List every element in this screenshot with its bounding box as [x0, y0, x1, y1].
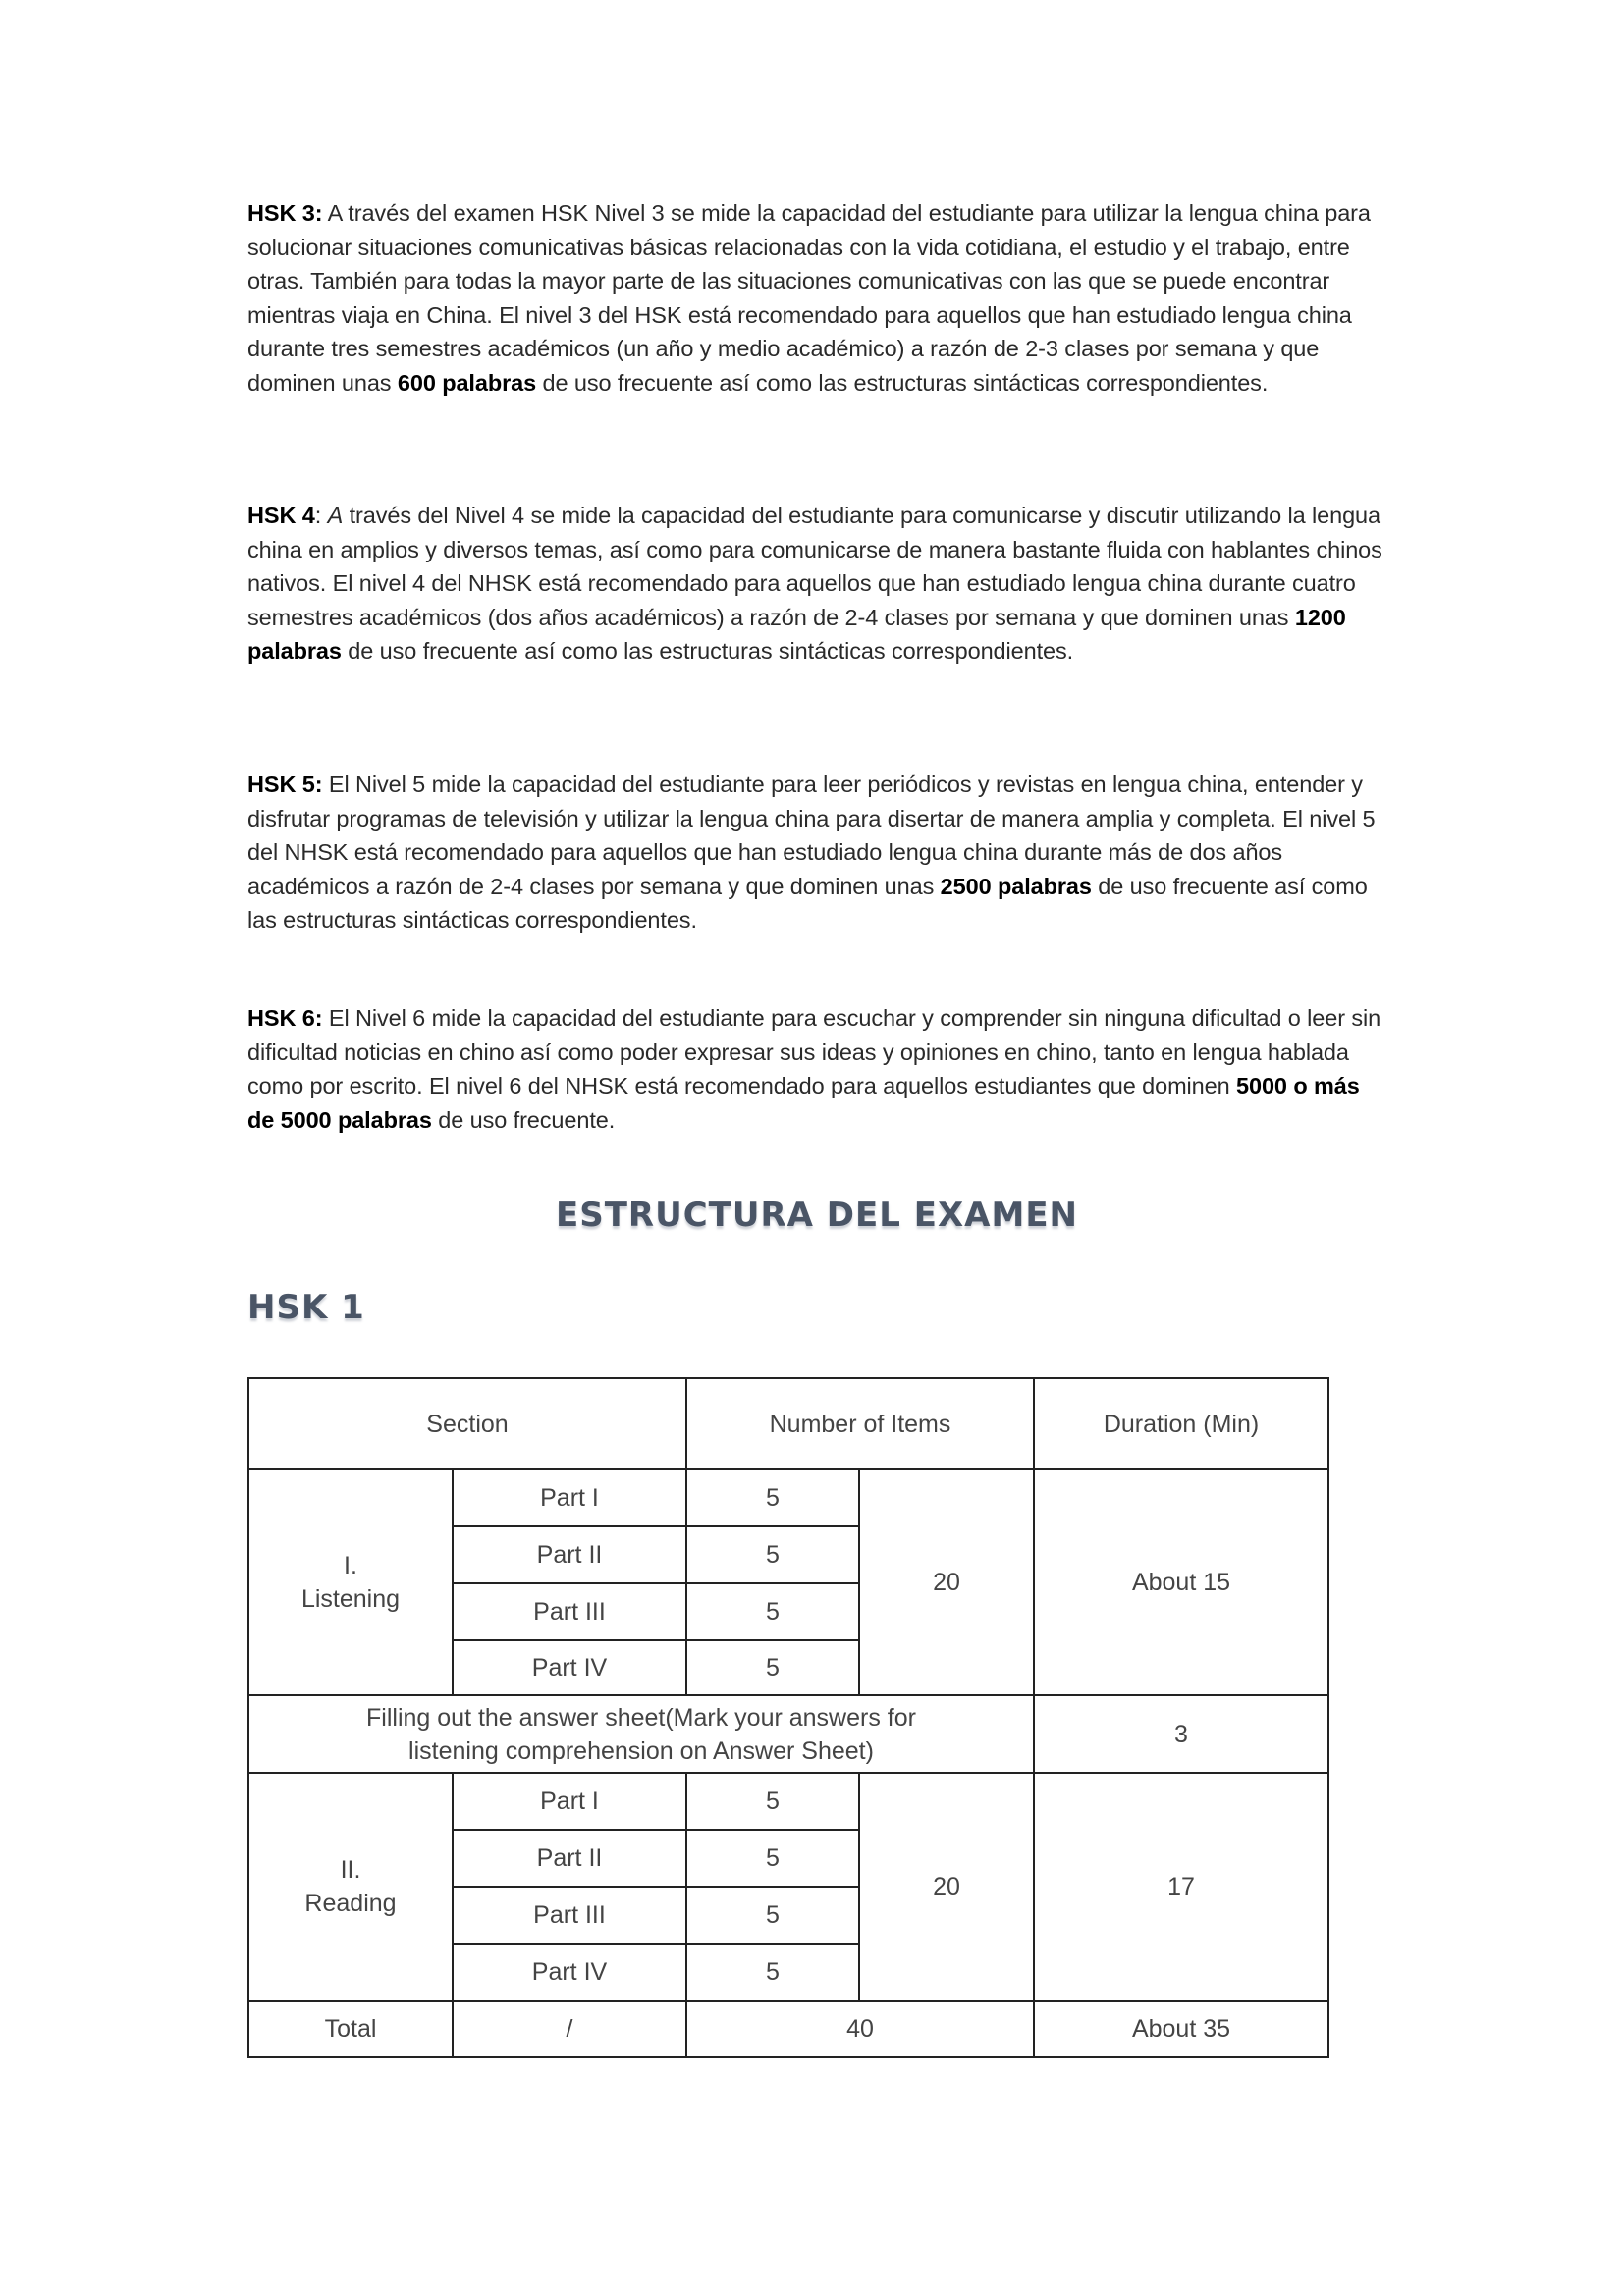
part-items: 5: [686, 1526, 859, 1583]
paragraph-label: HSK 5:: [247, 772, 323, 797]
total-items: 40: [686, 2001, 1034, 2057]
part-items: 5: [686, 1583, 859, 1640]
listening-duration: About 15: [1034, 1469, 1328, 1695]
part-name: Part IV: [453, 1944, 686, 2001]
section-heading: ESTRUCTURA DEL EXAMEN: [556, 1196, 1078, 1235]
paragraph-hsk4: [247, 499, 1386, 668]
paragraph-bold: 600 palabras: [397, 369, 537, 396]
part-name: Part II: [453, 1830, 686, 1887]
part-items: 5: [686, 1640, 859, 1695]
header-number-of-items: Number of Items: [686, 1378, 1034, 1469]
paragraph-text: El Nivel 6 mide la capacidad del estudiante para escuchar y comprender sin ninguna dificultad o leer sin dificultad noticias en chino así como poder expresar sus ideas y opiniones en chino, tanto en lengua hablada como por escrito. El nivel 6 del NHSK está recomendado para aquellos estudiantes que dominen: [247, 1005, 1381, 1098]
part-name: Part I: [453, 1773, 686, 1830]
part-items: 5: [686, 1469, 859, 1526]
part-name: Part III: [453, 1583, 686, 1640]
paragraph-bold: 2500 palabras: [940, 873, 1092, 899]
part-items: 5: [686, 1773, 859, 1830]
section-number: II.: [340, 1856, 361, 1884]
paragraph-label: HSK 6:: [247, 1005, 323, 1031]
part-items: 5: [686, 1887, 859, 1944]
paragraph-hsk5: [247, 768, 1386, 937]
table-row: [248, 1773, 1328, 1830]
part-items: 5: [686, 1830, 859, 1887]
total-parts: /: [453, 2001, 686, 2057]
paragraph-text: de uso frecuente así como las estructuras sintácticas correspondientes.: [341, 638, 1074, 664]
table-row-total: [248, 2001, 1328, 2057]
table-row: [248, 1469, 1328, 1526]
part-name: Part II: [453, 1526, 686, 1583]
paragraph-bold: 1200 palabras: [247, 604, 1346, 664]
paragraph-italic: A: [327, 503, 344, 528]
header-section: Section: [248, 1378, 686, 1469]
filling-answer-sheet: [248, 1695, 1034, 1773]
table-row-filling: [248, 1695, 1328, 1773]
part-name: Part III: [453, 1887, 686, 1944]
subsection-heading: HSK 1: [247, 1288, 365, 1327]
paragraph-text: de uso frecuente.: [431, 1106, 616, 1133]
reading-subtotal: 20: [859, 1773, 1034, 2001]
paragraph-label: HSK 4: [247, 503, 315, 528]
paragraph-bold: 5000 o más de 5000 palabras: [247, 1073, 1360, 1133]
reading-section-label: [248, 1773, 453, 2001]
reading-duration: 17: [1034, 1773, 1328, 2001]
section-number: I.: [344, 1552, 357, 1579]
paragraph-label: HSK 3:: [247, 200, 323, 226]
paragraph-hsk6: [247, 1001, 1386, 1137]
paragraph-text: de uso frecuente así como las estructuras sintácticas correspondientes.: [536, 369, 1269, 396]
total-label: Total: [248, 2001, 453, 2057]
paragraph-hsk3: [247, 196, 1386, 400]
section-name: Listening: [300, 1585, 401, 1613]
total-duration: About 35: [1034, 2001, 1328, 2057]
paragraph-text: El Nivel 5 mide la capacidad del estudiante para leer periódicos y revistas en lengua china, entender y disfrutar programas de televisión y utilizar la lengua china para disertar de manera amplia y completa. El nivel 5 del NHSK está recomendado para aquellos que han estudiado lengua china durante más de dos años académicos a razón de 2-4 clases por semana y que dominen unas: [247, 772, 1376, 899]
part-items: 5: [686, 1944, 859, 2001]
filling-duration: 3: [1034, 1695, 1328, 1773]
listening-section-label: [248, 1469, 453, 1695]
header-duration: Duration (Min): [1034, 1378, 1328, 1469]
section-name: Reading: [304, 1890, 397, 1917]
part-name: Part IV: [453, 1640, 686, 1695]
paragraph-text: través del Nivel 4 se mide la capacidad del estudiante para comunicarse y discutir utilizando la lengua china en amplios y diversos temas, así como para comunicarse de manera bastante fluida con hablantes chinos nativos. El nivel 4 del NHSK está recomendado para aquellos que han estudiado lengua china durante cuatro semestres académicos (dos años académicos) a razón de 2-4 clases por semana y que dominen unas: [247, 503, 1382, 630]
part-name: Part I: [453, 1469, 686, 1526]
filling-line: Filling out the answer sheet(Mark your answers for: [366, 1703, 916, 1732]
table-header-row: [248, 1378, 1328, 1469]
exam-structure-table: [247, 1377, 1329, 2058]
listening-subtotal: 20: [859, 1469, 1034, 1695]
paragraph-colon: :: [314, 503, 328, 528]
paragraph-text: A través del examen HSK Nivel 3 se mide la capacidad del estudiante para utilizar la lengua china para solucionar situaciones comunicativas básicas relacionadas con la vida cotidiana, el estudio y el trabajo, entre otras. También para todas la mayor parte de las situaciones comunicativas con las que se puede encontrar mientras viaja en China. El nivel 3 del HSK está recomendado para aquellos que han estudiado lengua china durante tres semestres académicos (un año y medio académico) a razón de 2-3 clases por semana y que dominen unas: [247, 200, 1371, 396]
paragraph-text: de uso frecuente así como las estructuras sintácticas correspondientes.: [247, 873, 1368, 933]
filling-line: listening comprehension on Answer Sheet): [408, 1736, 874, 1765]
